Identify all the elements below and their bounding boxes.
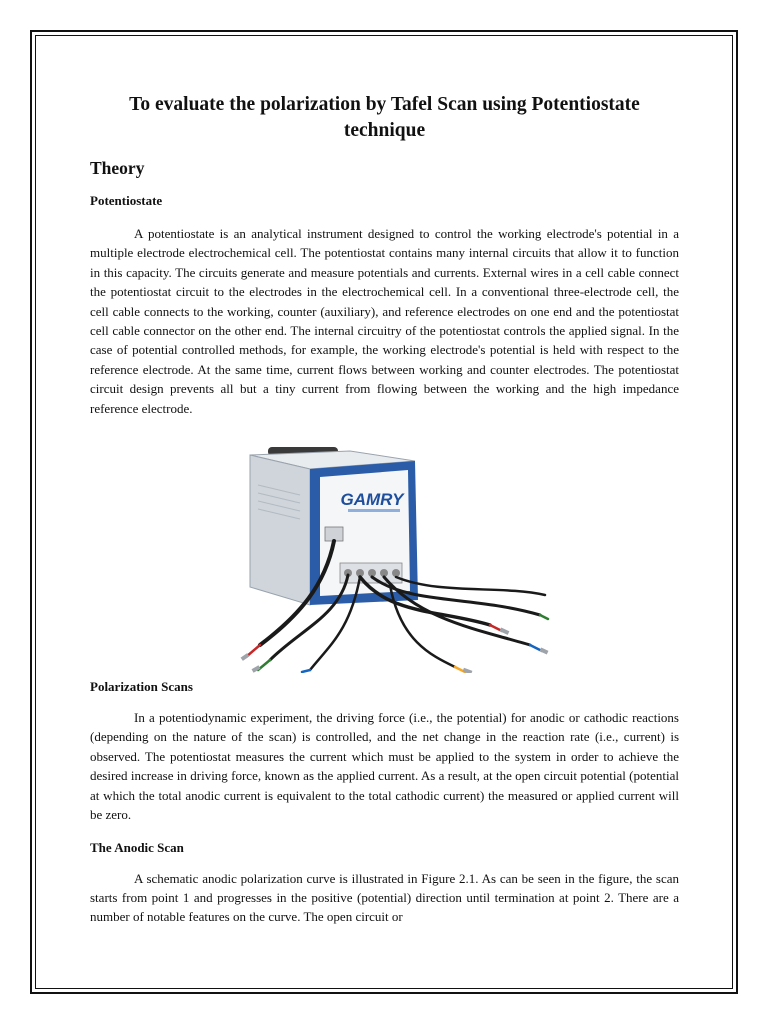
gamry-logo: GAMRY (340, 490, 404, 509)
polarization-scans-heading: Polarization Scans (90, 679, 193, 695)
document-title: To evaluate the polarization by Tafel Scan using Potentiostate technique (129, 94, 640, 141)
instrument-side (250, 455, 310, 605)
anodic-scan-paragraph: A schematic anodic polarization curve is illustrated in Figure 2.1. As can be seen in the figure, the scan starts from point 1 and progresses in the positive (potential) direction until termination at point 2. There are a number of notable features on the curve. The open circuit or (90, 870, 679, 925)
polarization-scans-paragraph: In a potentiodynamic experiment, the driving force (i.e., the potential) for anodic or cathodic reactions (depending on the nature of the scan) is controlled, and the net change in the reaction rate (i.e., current) is observed. The potentiostat measures the current which must be applied to the system in order to achieve the desired increase in driving force, known as the applied current. As a result, at the open circuit potential (potential at which the total anodic current is equivalent to the total cathodic current) the measured or applied current will be zero. (90, 710, 679, 823)
potentiostat-illustration (240, 445, 550, 673)
potentiostate-paragraph: A potentiostate is an analytical instrument designed to control the working electrode's potential in a multiple electrode electrochemical cell. The potentiostat contains many internal circuits that allow it to function in this capacity. The circuits generate and measure potentials and currents. External wires in a cell cable connect the potentiostat circuit to the electrodes in the electrochemical cell. In a conventional three-electrode cell, the cell cable connects to the working, counter (auxiliary), and reference electrodes on one end and the potentiostat cell cable connector on the other end. The internal circuitry of the potentiostat controls the applied signal. In the case of potential controlled methods, for example, the working electrode's potential is held with respect to the reference electrode. At the same time, current flows between working and counter electrodes. The potentiostat circuit design prevents all but a tiny current from flowing between the working and the high impedance reference electrode. (90, 226, 679, 416)
alligator-clips (241, 627, 549, 673)
logo-underline (348, 509, 400, 512)
theory-heading: Theory (90, 158, 145, 178)
potentiostate-heading: Potentiostate (90, 193, 163, 208)
potentiostat-figure (240, 445, 550, 673)
anodic-scan-heading: The Anodic Scan (90, 839, 184, 855)
